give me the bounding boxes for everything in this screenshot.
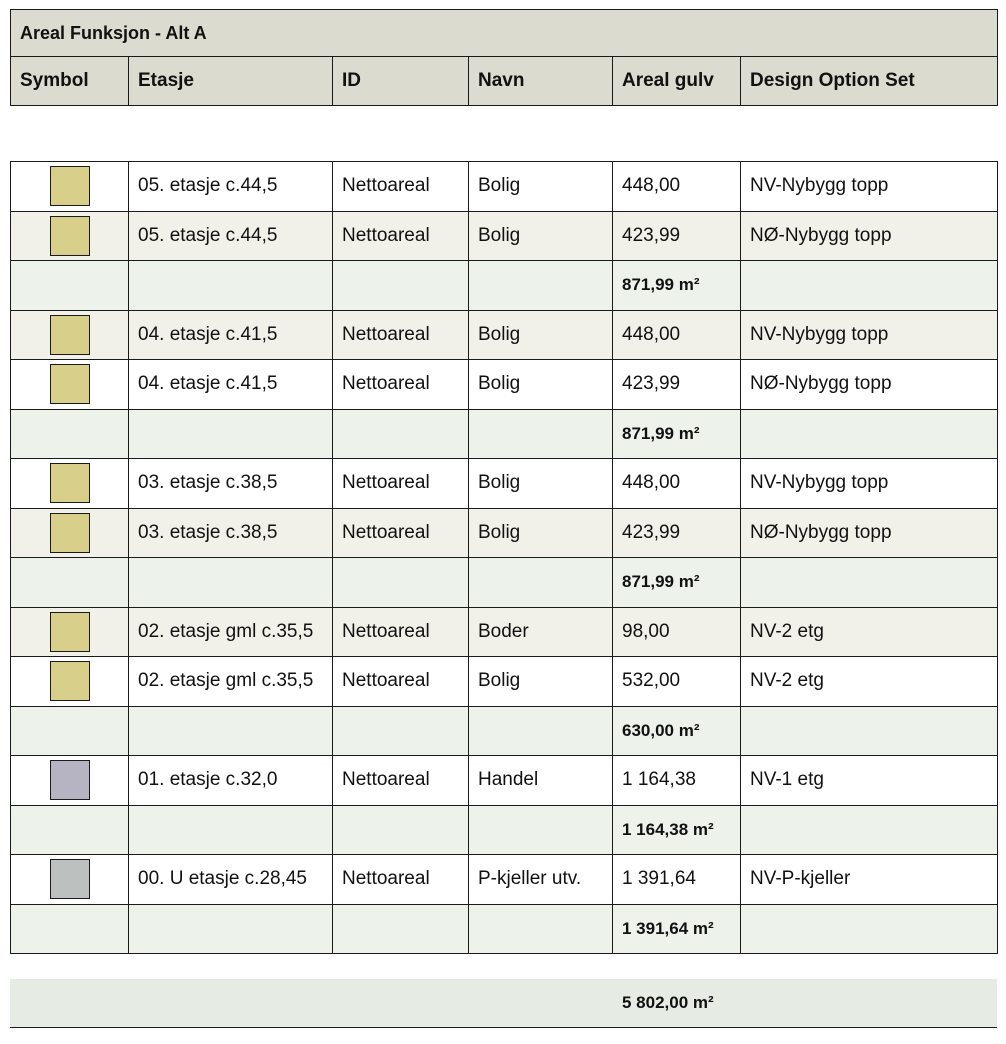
color-swatch-icon: [50, 612, 90, 652]
design-option-cell: NV-Nybygg topp: [741, 310, 998, 360]
empty-cell: [469, 706, 613, 756]
navn-cell: Bolig: [469, 508, 613, 558]
column-header-id[interactable]: ID: [333, 57, 469, 106]
navn-cell: Bolig: [469, 310, 613, 360]
symbol-cell: [11, 855, 129, 905]
subtotal-value: 871,99 m²: [613, 261, 741, 311]
etasje-cell: 03. etasje c.38,5: [129, 508, 333, 558]
navn-cell: Boder: [469, 607, 613, 657]
color-swatch-icon: [50, 216, 90, 256]
navn-cell: Bolig: [469, 211, 613, 261]
id-cell: Nettoareal: [333, 756, 469, 806]
design-option-cell: NV-Nybygg topp: [741, 162, 998, 212]
empty-cell: [11, 409, 129, 459]
subtotal-value: 1 391,64 m²: [613, 904, 741, 954]
color-swatch-icon: [50, 760, 90, 800]
empty-cell: [741, 261, 998, 311]
areal-cell: 423,99: [613, 211, 741, 261]
etasje-cell: 04. etasje c.41,5: [129, 360, 333, 410]
areal-cell: 532,00: [613, 657, 741, 707]
color-swatch-icon: [50, 364, 90, 404]
empty-cell: [469, 904, 613, 954]
etasje-cell: 03. etasje c.38,5: [129, 459, 333, 509]
schedule-title: Areal Funksjon - Alt A: [11, 10, 998, 57]
column-header-design-option-set[interactable]: Design Option Set: [741, 57, 998, 106]
symbol-cell: [11, 607, 129, 657]
navn-cell: Bolig: [469, 459, 613, 509]
table-row[interactable]: [11, 508, 998, 558]
navn-cell: Bolig: [469, 657, 613, 707]
color-swatch-icon: [50, 166, 90, 206]
areal-cell: 448,00: [613, 310, 741, 360]
schedule-table: [10, 161, 998, 954]
color-swatch-icon: [50, 661, 90, 701]
table-row[interactable]: [11, 459, 998, 509]
symbol-cell: [11, 508, 129, 558]
empty-cell: [11, 558, 129, 608]
id-cell: Nettoareal: [333, 360, 469, 410]
empty-cell: [333, 409, 469, 459]
subtotal-row[interactable]: [11, 706, 998, 756]
areal-cell: 423,99: [613, 508, 741, 558]
navn-cell: Handel: [469, 756, 613, 806]
etasje-cell: 01. etasje c.32,0: [129, 756, 333, 806]
etasje-cell: 05. etasje c.44,5: [129, 162, 333, 212]
empty-cell: [129, 904, 333, 954]
subtotal-value: 630,00 m²: [613, 706, 741, 756]
design-option-cell: NØ-Nybygg topp: [741, 508, 998, 558]
navn-cell: P-kjeller utv.: [469, 855, 613, 905]
empty-cell: [129, 558, 333, 608]
empty-cell: [333, 261, 469, 311]
schedule-header: [10, 9, 998, 106]
id-cell: Nettoareal: [333, 211, 469, 261]
areal-cell: 423,99: [613, 360, 741, 410]
column-header-symbol[interactable]: Symbol: [11, 57, 129, 106]
empty-cell: [129, 409, 333, 459]
empty-cell: [333, 706, 469, 756]
empty-cell: [469, 558, 613, 608]
id-cell: Nettoareal: [333, 855, 469, 905]
etasje-cell: 02. etasje gml c.35,5: [129, 657, 333, 707]
areal-cell: 448,00: [613, 459, 741, 509]
empty-cell: [11, 706, 129, 756]
symbol-cell: [11, 360, 129, 410]
subtotal-value: 871,99 m²: [613, 558, 741, 608]
id-cell: Nettoareal: [333, 607, 469, 657]
empty-cell: [11, 805, 129, 855]
symbol-cell: [11, 211, 129, 261]
symbol-cell: [11, 459, 129, 509]
design-option-cell: NV-2 etg: [741, 607, 998, 657]
empty-cell: [129, 805, 333, 855]
grand-total-value: 5 802,00 m²: [622, 993, 714, 1012]
id-cell: Nettoareal: [333, 657, 469, 707]
navn-cell: Bolig: [469, 162, 613, 212]
column-header-etasje[interactable]: Etasje: [129, 57, 333, 106]
empty-cell: [469, 805, 613, 855]
column-header-areal-gulv[interactable]: Areal gulv: [613, 57, 741, 106]
table-row[interactable]: [11, 855, 998, 905]
empty-cell: [11, 904, 129, 954]
empty-cell: [129, 706, 333, 756]
id-cell: Nettoareal: [333, 310, 469, 360]
empty-cell: [741, 706, 998, 756]
symbol-cell: [11, 162, 129, 212]
symbol-cell: [11, 657, 129, 707]
etasje-cell: 00. U etasje c.28,45: [129, 855, 333, 905]
empty-cell: [469, 409, 613, 459]
empty-cell: [741, 558, 998, 608]
etasje-cell: 02. etasje gml c.35,5: [129, 607, 333, 657]
design-option-cell: NV-Nybygg topp: [741, 459, 998, 509]
design-option-cell: NØ-Nybygg topp: [741, 211, 998, 261]
empty-cell: [333, 904, 469, 954]
subtotal-row[interactable]: [11, 805, 998, 855]
design-option-cell: NØ-Nybygg topp: [741, 360, 998, 410]
empty-cell: [469, 261, 613, 311]
id-cell: Nettoareal: [333, 459, 469, 509]
areal-cell: 1 391,64: [613, 855, 741, 905]
design-option-cell: NV-2 etg: [741, 657, 998, 707]
empty-cell: [741, 805, 998, 855]
areal-cell: 98,00: [613, 607, 741, 657]
design-option-cell: NV-P-kjeller: [741, 855, 998, 905]
subtotal-row[interactable]: [11, 904, 998, 954]
subtotal-value: 1 164,38 m²: [613, 805, 741, 855]
table-row[interactable]: [11, 211, 998, 261]
subtotal-value: 871,99 m²: [613, 409, 741, 459]
etasje-cell: 04. etasje c.41,5: [129, 310, 333, 360]
areal-cell: 1 164,38: [613, 756, 741, 806]
empty-cell: [333, 558, 469, 608]
empty-cell: [741, 904, 998, 954]
table-row[interactable]: [11, 657, 998, 707]
table-row[interactable]: [11, 360, 998, 410]
table-row[interactable]: [11, 310, 998, 360]
empty-cell: [333, 805, 469, 855]
symbol-cell: [11, 756, 129, 806]
table-row[interactable]: [11, 162, 998, 212]
areal-cell: 448,00: [613, 162, 741, 212]
navn-cell: Bolig: [469, 360, 613, 410]
column-header-navn[interactable]: Navn: [469, 57, 613, 106]
empty-cell: [129, 261, 333, 311]
id-cell: Nettoareal: [333, 508, 469, 558]
symbol-cell: [11, 310, 129, 360]
grand-total-row: [10, 979, 997, 1028]
subtotal-row[interactable]: [11, 261, 998, 311]
color-swatch-icon: [50, 513, 90, 553]
table-row[interactable]: [11, 607, 998, 657]
color-swatch-icon: [50, 315, 90, 355]
design-option-cell: NV-1 etg: [741, 756, 998, 806]
subtotal-row[interactable]: [11, 558, 998, 608]
id-cell: Nettoareal: [333, 162, 469, 212]
color-swatch-icon: [50, 859, 90, 899]
etasje-cell: 05. etasje c.44,5: [129, 211, 333, 261]
empty-cell: [11, 261, 129, 311]
empty-cell: [741, 409, 998, 459]
subtotal-row[interactable]: [11, 409, 998, 459]
table-row[interactable]: [11, 756, 998, 806]
color-swatch-icon: [50, 463, 90, 503]
